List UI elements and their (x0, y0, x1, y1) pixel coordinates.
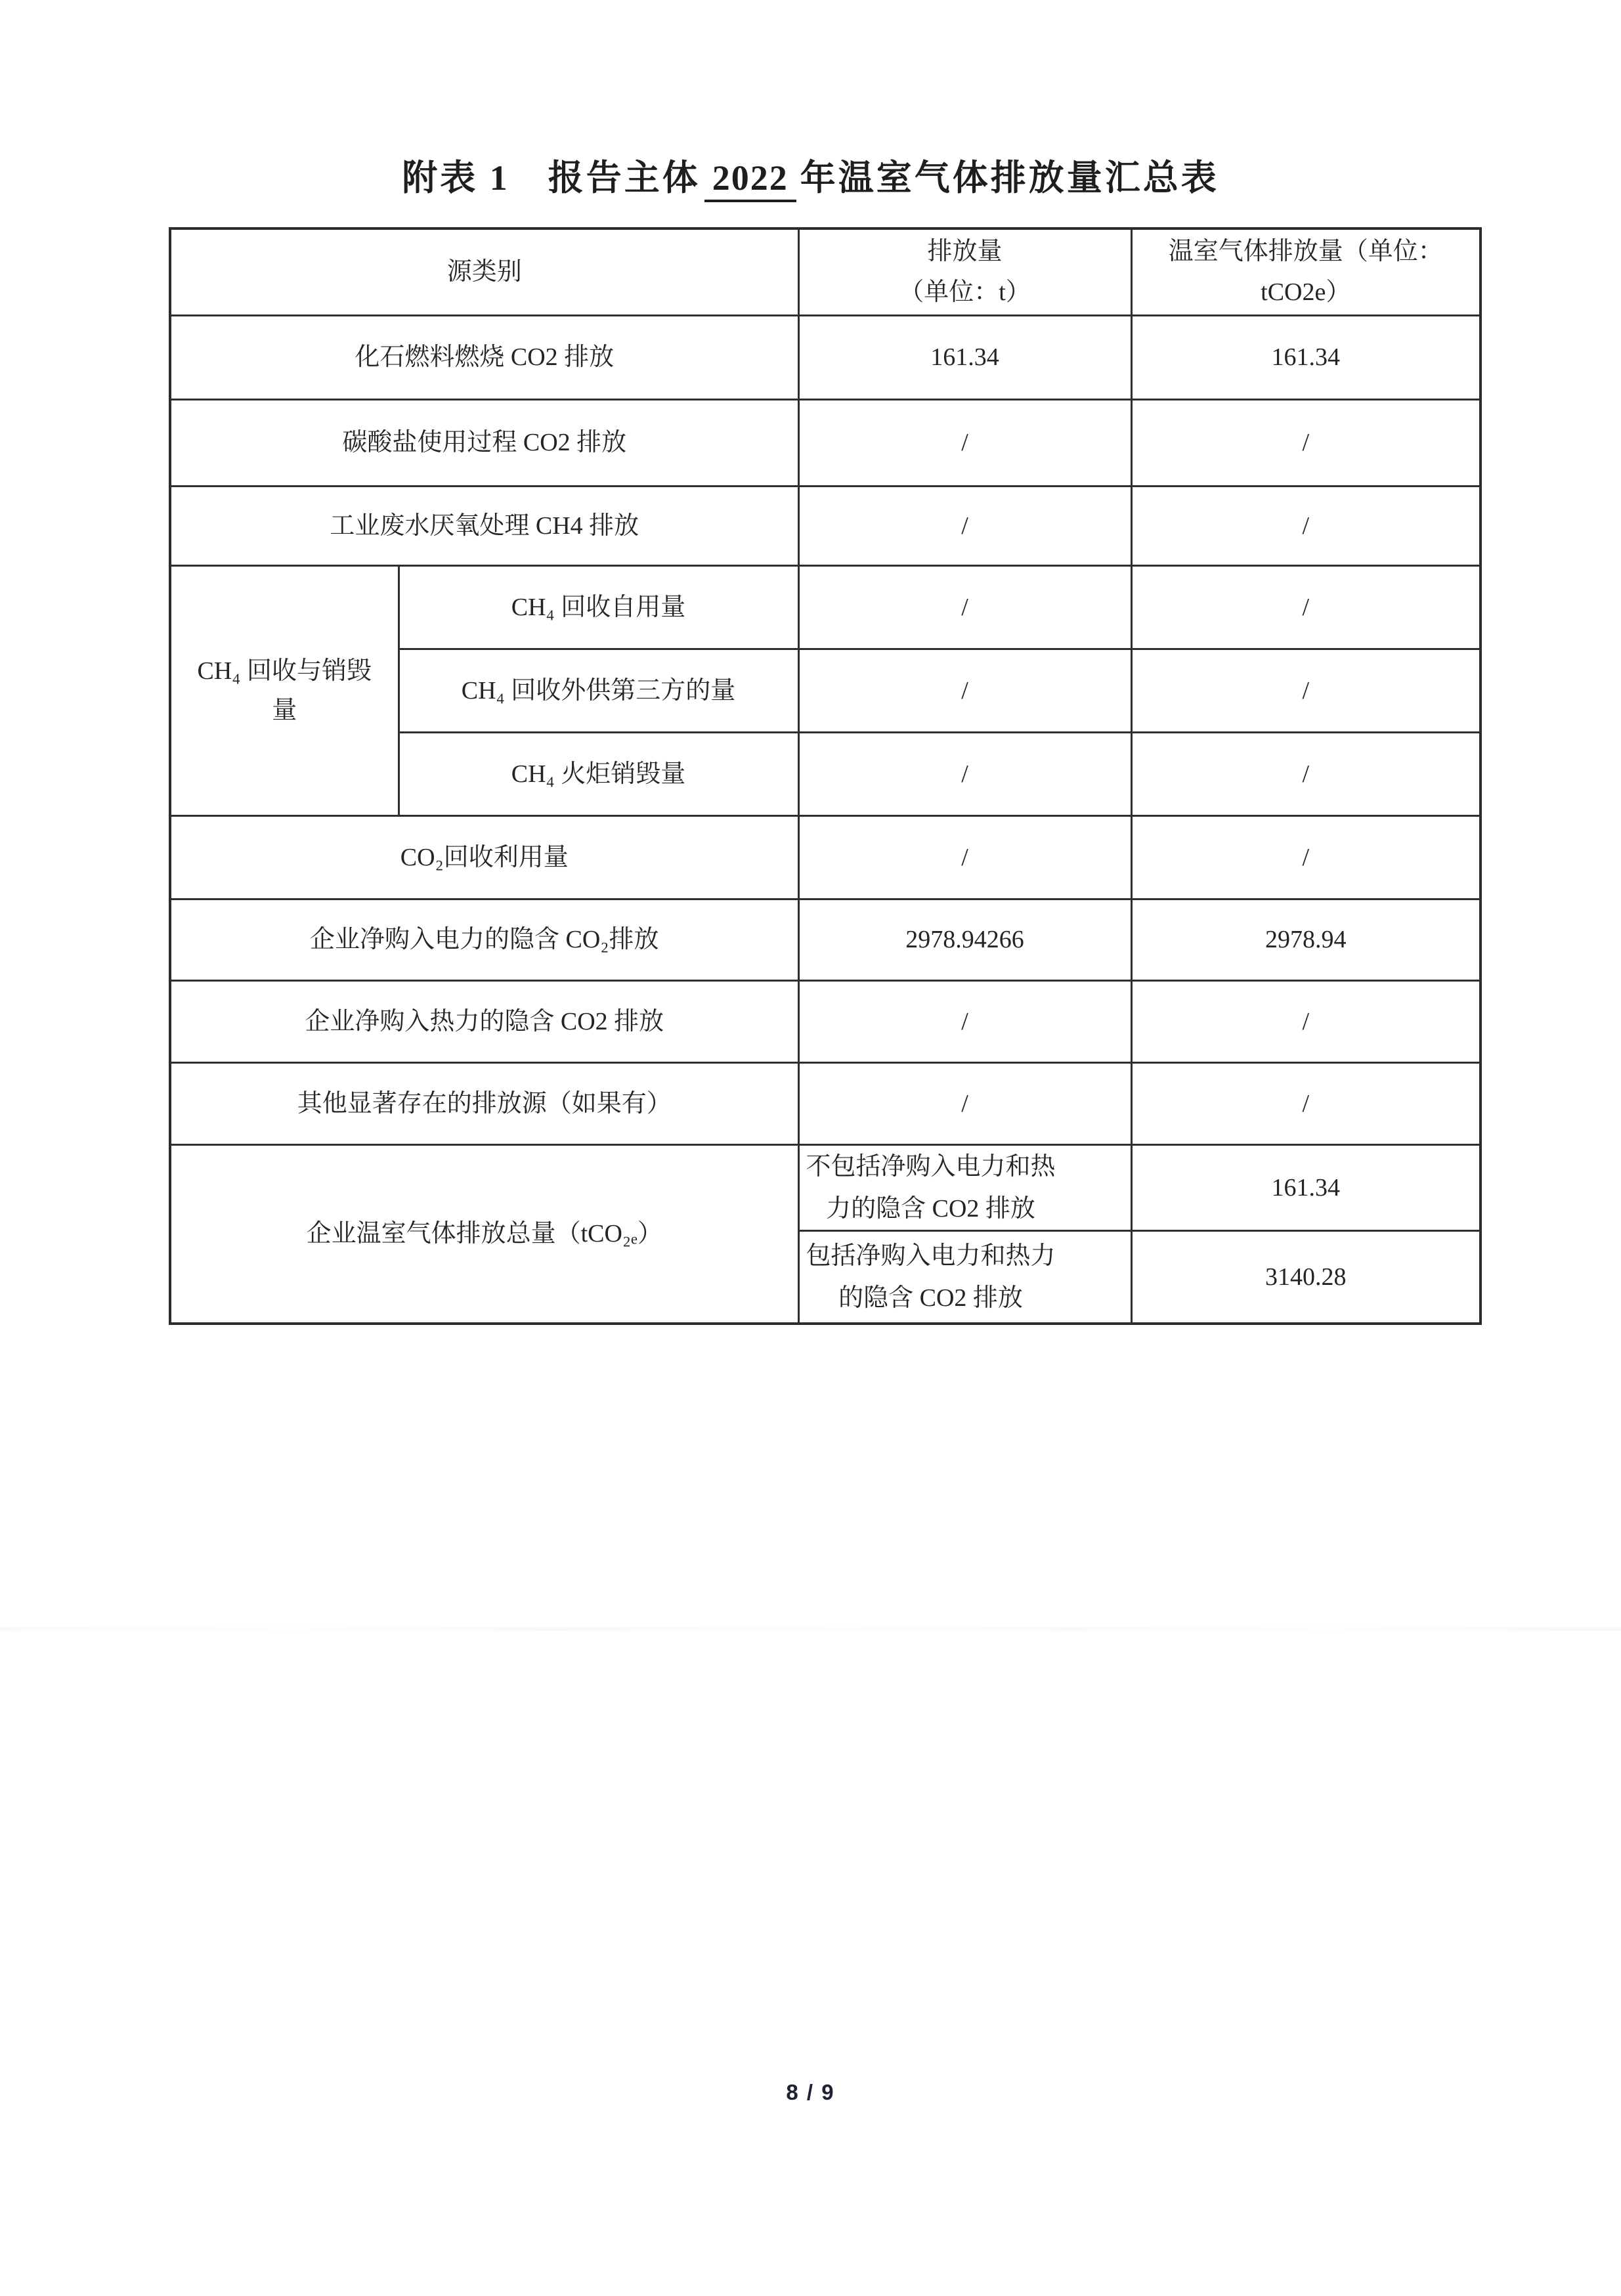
page-number: 8 / 9 (786, 2080, 835, 2104)
table-row (170, 399, 1481, 486)
ch4-third-party-emission: / (798, 649, 1131, 732)
ch4-group-label-text: CH₄ 回收与销毁量 (197, 657, 372, 724)
row-co2-recovery-emission: / (798, 815, 1131, 899)
ch4-self-use-label: CH₄ 回收自用量 (399, 565, 798, 649)
ch4-third-party-ghg: / (1131, 649, 1481, 732)
row-other-ghg: / (1131, 1062, 1481, 1144)
ghg-summary-table (169, 227, 1482, 1325)
table-row (170, 899, 1481, 980)
row-heat-emission: / (798, 980, 1131, 1062)
table-row (170, 565, 1481, 649)
total-incl-label-text: 包括净购入电力和热力的隐含 CO2 排放 (806, 1242, 1056, 1312)
title-part2: 年温室气体排放量汇总表 (800, 158, 1219, 198)
total-excl-label-text: 不包括净购入电力和热力的隐含 CO2 排放 (806, 1152, 1056, 1223)
title-part1: 附表 1 报告主体 (402, 158, 701, 198)
row-other-emission: / (798, 1062, 1131, 1144)
row-wastewater-emission: / (798, 486, 1131, 565)
header-source-category: 源类别 (170, 228, 798, 315)
row-wastewater-ghg: / (1131, 486, 1481, 565)
header-emission (798, 228, 1131, 315)
row-co2-recovery-label: CO₂回收利用量 (170, 815, 798, 899)
table-row (170, 815, 1481, 899)
total-incl-label (798, 1230, 1131, 1324)
table-row (170, 315, 1481, 399)
row-fossil-emission: 161.34 (798, 315, 1131, 399)
table-row (170, 486, 1481, 565)
row-carbonate-label: 碳酸盐使用过程 CO2 排放 (170, 399, 798, 486)
row-electricity-ghg: 2978.94 (1131, 899, 1481, 980)
ch4-self-use-emission: / (798, 565, 1131, 649)
header-ghg-line1: 温室气体排放量（单位： (1168, 238, 1443, 266)
ch4-third-party-label: CH₄ 回收外供第三方的量 (399, 649, 798, 732)
total-label: 企业温室气体排放总量（tCO₂ₑ） (170, 1144, 798, 1324)
ch4-group-label (170, 565, 399, 815)
title-year-underlined: 2022 (704, 156, 796, 202)
row-co2-recovery-ghg: / (1131, 815, 1481, 899)
ch4-flare-label: CH₄ 火炬销毁量 (399, 732, 798, 815)
table-row (170, 1062, 1481, 1144)
scan-artifact (0, 1627, 1621, 1631)
total-excl-label (798, 1144, 1131, 1230)
row-fossil-ghg: 161.34 (1131, 315, 1481, 399)
table-row (170, 1144, 1481, 1230)
header-ghg (1131, 228, 1481, 315)
row-other-label: 其他显著存在的排放源（如果有） (170, 1062, 798, 1144)
row-heat-ghg: / (1131, 980, 1481, 1062)
row-electricity-label: 企业净购入电力的隐含 CO₂排放 (170, 899, 798, 980)
table-header-row (170, 228, 1481, 315)
header-emission-line2: （单位：t） (899, 278, 1031, 307)
row-heat-label: 企业净购入热力的隐含 CO2 排放 (170, 980, 798, 1062)
table-row (170, 980, 1481, 1062)
ch4-flare-ghg: / (1131, 732, 1481, 815)
ch4-self-use-ghg: / (1131, 565, 1481, 649)
header-emission-line1: 排放量 (927, 238, 1003, 266)
row-carbonate-ghg: / (1131, 399, 1481, 486)
row-fossil-label: 化石燃料燃烧 CO2 排放 (170, 315, 798, 399)
total-incl-value: 3140.28 (1131, 1230, 1481, 1324)
ch4-flare-emission: / (798, 732, 1131, 815)
row-electricity-emission: 2978.94266 (798, 899, 1131, 980)
row-wastewater-label: 工业废水厌氧处理 CH4 排放 (170, 486, 798, 565)
page-title (0, 156, 1621, 202)
row-carbonate-emission: / (798, 399, 1131, 486)
total-excl-value: 161.34 (1131, 1144, 1481, 1230)
header-ghg-line2: tCO2e） (1261, 278, 1351, 307)
